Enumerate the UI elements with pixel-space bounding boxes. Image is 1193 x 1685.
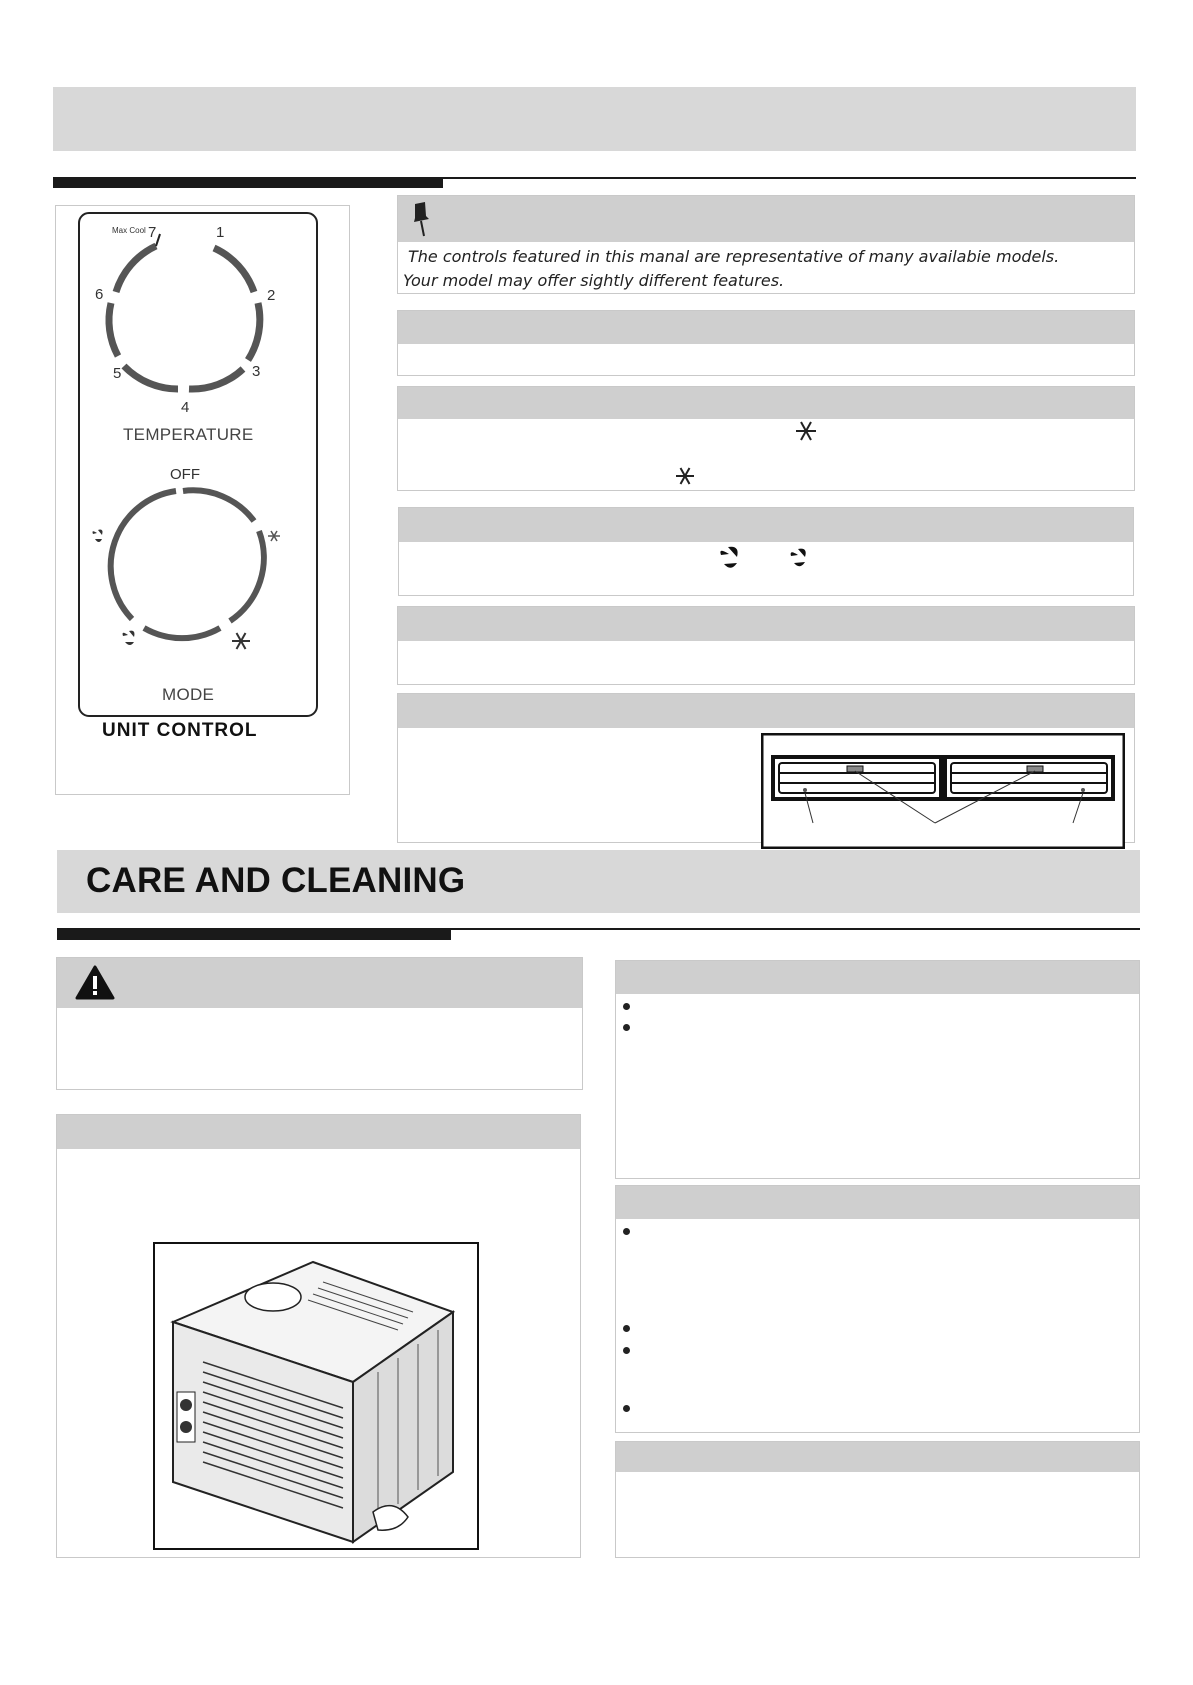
unit-control-caption: UNIT CONTROL [102, 720, 258, 741]
bullet-point [623, 1003, 630, 1010]
filter-box-header [57, 1115, 580, 1149]
warning-box [56, 957, 583, 1090]
fan-icon [787, 546, 811, 570]
temperature-label: TEMPERATURE [123, 425, 254, 444]
temp-arc-3 [189, 369, 243, 389]
snowflake-icon-large [232, 633, 250, 649]
temp-arc-5 [109, 303, 118, 356]
pushpin-icon [406, 200, 436, 240]
bullet-point [623, 1228, 630, 1235]
temp-number-2: 2 [267, 287, 276, 304]
snowflake-icon [794, 419, 818, 443]
temp-arc-1 [214, 248, 254, 292]
section-5-header [398, 694, 1134, 728]
control-panel-box [55, 205, 350, 795]
top-header-band [53, 87, 1136, 151]
section-box-4 [397, 606, 1135, 685]
section-2-header [398, 387, 1134, 419]
note-header-band [398, 196, 1134, 242]
warning-triangle-icon [75, 965, 115, 1001]
section-box-2 [397, 386, 1135, 491]
temperature-dial [109, 246, 260, 389]
cleaning-box-2 [615, 1185, 1140, 1433]
fan-icon-bottom [123, 631, 135, 645]
warning-header [57, 958, 582, 1008]
mode-label: MODE [162, 685, 215, 704]
louver-diagram [761, 733, 1125, 849]
mode-arc-right [230, 531, 264, 621]
fan-icon-left [93, 530, 103, 542]
air-conditioner-illustration [153, 1242, 479, 1550]
max-cool-label: Max Cool [112, 226, 146, 235]
bullet-point [623, 1347, 630, 1354]
mode-arc-top [183, 490, 254, 521]
temp-pointer [156, 234, 160, 246]
snowflake-icon [674, 465, 696, 487]
cleaning-box-3-header [616, 1442, 1139, 1472]
mode-dial [111, 490, 264, 638]
section-box-5 [397, 693, 1135, 843]
filter-box [56, 1114, 581, 1558]
bullet-point [623, 1325, 630, 1332]
section-1-header [398, 311, 1134, 344]
mode-arc-bottom [144, 628, 220, 638]
cleaning-box-1 [615, 960, 1140, 1179]
temp-number-4: 4 [181, 399, 190, 416]
top-rule-thick [53, 177, 443, 188]
snowflake-icon-small [268, 531, 280, 541]
temp-number-5: 5 [113, 365, 122, 382]
cleaning-box-1-header [616, 961, 1139, 994]
temp-number-6: 6 [95, 286, 104, 303]
temp-arc-6 [116, 246, 156, 292]
note-line-1: The controls featured in this manal are representative of many availabie models. [408, 247, 1060, 266]
care-title: CARE AND CLEANING [86, 861, 466, 900]
section-box-1 [397, 310, 1135, 376]
mode-off-label: OFF [170, 466, 200, 483]
temp-number-3: 3 [252, 363, 261, 380]
fan-icon [716, 544, 744, 572]
note-line-2: Your model may offer sightly different features. [403, 271, 785, 290]
temp-arc-4 [124, 366, 178, 389]
temp-number-1: 1 [216, 224, 225, 241]
temp-arc-2 [248, 303, 260, 360]
section-3-header [399, 508, 1133, 542]
cleaning-box-2-header [616, 1186, 1139, 1219]
section-box-3 [398, 507, 1134, 596]
section-4-header [398, 607, 1134, 641]
cleaning-box-3 [615, 1441, 1140, 1558]
care-rule-thick [57, 929, 451, 940]
bullet-point [623, 1405, 630, 1412]
mode-arc-left [111, 491, 176, 619]
note-box [397, 195, 1135, 294]
bullet-point [623, 1024, 630, 1031]
temp-number-7: 7 [148, 224, 157, 241]
